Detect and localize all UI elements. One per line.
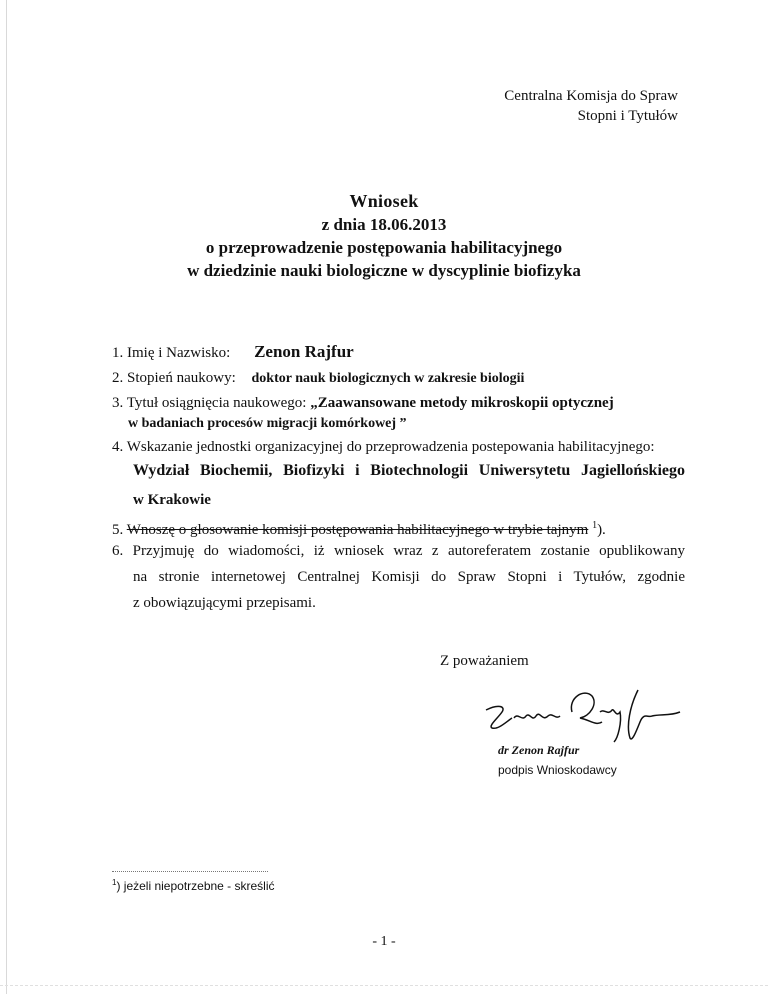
signer-role: podpis Wnioskodawcy	[498, 763, 617, 777]
name-value: Zenon Rajfur	[254, 342, 354, 361]
title-line-2: z dnia 18.06.2013	[321, 215, 447, 234]
addressee-block	[504, 86, 678, 126]
item-name	[112, 342, 354, 363]
consent-line-1: 6. Przyjmuję do wiadomości, iż wniosek wraz z autoreferatem zostanie opublikowany	[112, 543, 685, 559]
achievement-label: 3. Tytuł osiągnięcia naukowego:	[112, 395, 307, 411]
item-degree	[112, 368, 524, 389]
footnote-text: ) jeżeli niepotrzebne - skreślić	[116, 879, 275, 893]
consent-line-3: z obowiązującymi przepisami.	[133, 595, 316, 611]
unit-value-line-1: Wydział Biochemii, Biofizyki i Biotechnologii Uniwersytetu Jagiellońskiego	[133, 462, 685, 479]
vote-number: 5.	[112, 522, 124, 538]
addressee-line-1: Centralna Komisja do Spraw	[504, 88, 678, 104]
achievement-value-line-1: „Zaawansowane metody mikroskopii optycznej	[310, 395, 614, 411]
signer-name: dr Zenon Rajfur	[498, 743, 580, 757]
unit-value-line-2: w Krakowie	[133, 492, 211, 508]
vote-footnote-mark: 1	[592, 520, 598, 531]
degree-label: 2. Stopień naukowy:	[112, 370, 236, 386]
vote-tail: ).	[597, 522, 606, 538]
title-line-4: w dziedzinie nauki biologiczne w dyscyplinie biofizyka	[187, 261, 581, 280]
unit-label: 4. Wskazanie jednostki organizacyjnej do przeprowadzenia postepowania habilitacyjnego:	[112, 439, 655, 455]
page-number: - 1 -	[372, 934, 396, 949]
title-line-3: o przeprowadzenie postępowania habilitacyjnego	[205, 238, 563, 257]
footnote	[112, 878, 275, 893]
achievement-value-line-2: w badaniach procesów migracji komórkowej ”	[128, 416, 407, 431]
handwritten-signature	[480, 682, 700, 746]
addressee-line-2: Stopni i Tytułów	[577, 108, 678, 124]
item-achievement	[112, 393, 614, 413]
item-vote	[112, 516, 606, 540]
document-title	[0, 190, 768, 282]
name-label: 1. Imię i Nazwisko:	[112, 345, 231, 361]
consent-line-2: na stronie internetowej Centralnej Komisji do Spraw Stopni i Tytułów, zgodnie	[133, 569, 685, 585]
footnote-mark: 1	[112, 878, 117, 887]
title-line-1: Wniosek	[349, 191, 419, 211]
footnote-divider	[112, 871, 268, 872]
vote-text-struck: Wnoszę o głosowanie komisji postępowania habilitacyjnego w trybie tajnym	[126, 522, 589, 538]
page-edge-line	[6, 0, 7, 994]
page-bottom-edge	[0, 985, 768, 986]
degree-value: doktor nauk biologicznych w zakresie biologii	[251, 371, 525, 386]
closing-salutation: Z poważaniem	[440, 653, 529, 669]
